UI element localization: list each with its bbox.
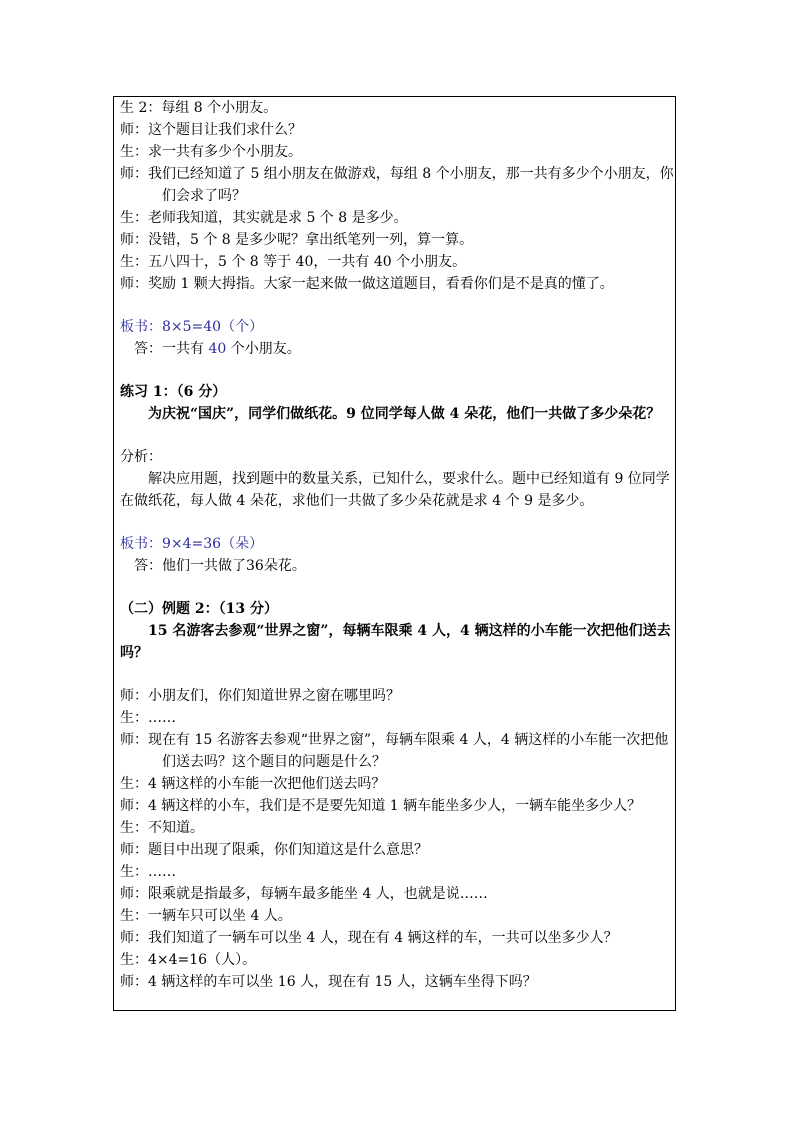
- board-writing-2: [120, 533, 680, 555]
- dialogue-line: 师：限乘就是指最多，每辆车最多能坐 4 人，也就是说……: [120, 886, 488, 902]
- dialogue-line: 师：4 辆这样的车可以坐 16 人，现在有 15 人，这辆车坐得下吗？: [120, 974, 537, 990]
- dialogue-line: 生：老师我知道，其实就是求 5 个 8 是多少。: [120, 210, 408, 226]
- dialogue-line: 生：4×4=16（人）。: [120, 952, 257, 968]
- dialogue-line: 师：奖励 1 颗大拇指。大家一起来做一做这道题目，看看你们是不是真的懂了。: [120, 276, 614, 292]
- board-writing-1: [120, 316, 680, 338]
- analysis-label: 分析：: [120, 449, 162, 465]
- dialogue-line: 生：求一共有多少个小朋友。: [120, 144, 302, 160]
- spacer: [120, 425, 680, 446]
- board-formula: 9×4=36（朵）: [162, 536, 264, 552]
- answer-number: 40: [208, 341, 227, 357]
- dialogue-line: 师：我们知道了一辆车可以坐 4 人，现在有 4 辆这样的车，一共可以坐多少人？: [120, 930, 618, 946]
- exercise-1-title: 练习 1：（6 分）: [120, 384, 227, 400]
- spacer: [120, 360, 680, 381]
- dialogue-line: 生：不知道。: [120, 820, 204, 836]
- example-2-title: （二）例题 2：（13 分）: [120, 601, 278, 617]
- lesson-content: [114, 97, 680, 993]
- dialogue-line: 生：一辆车只可以坐 4 人。: [120, 908, 292, 924]
- board-answer-1: [120, 338, 680, 360]
- dialogue-line: 生：五八四十，5 个 8 等于 40，一共有 40 个小朋友。: [120, 254, 467, 270]
- exercise-1-problem: 为庆祝“国庆”，同学们做纸花。9 位同学每人做 4 朵花，他们一共做了多少朵花？: [148, 406, 661, 422]
- dialogue-line: 师：现在有 15 名游客去参观“世界之窗”，每辆车限乘 4 人，4 辆这样的小车能一次把他们送去吗？这个题目的问题是什么？: [120, 732, 669, 770]
- lesson-table-cell: [113, 96, 676, 1011]
- spacer: [120, 512, 680, 533]
- dialogue-line: 生 2：每组 8 个小朋友。: [120, 100, 278, 116]
- dialogue-line: 生：……: [120, 864, 176, 880]
- spacer: [120, 664, 680, 685]
- spacer: [120, 577, 680, 598]
- analysis-text: 解决应用题，找到题中的数量关系，已知什么，要求什么。题中已经知道有 9 位同学在做纸花，每人做 4 朵花，求他们一共做了多少朵花就是求 4 个 9 是多少。: [120, 471, 670, 509]
- spacer: [120, 295, 680, 316]
- example-2-problem: 15 名游客去参观“世界之窗”，每辆车限乘 4 人，4 辆这样的小车能一次把他们送去吗？: [120, 623, 671, 661]
- dialogue-line: 生：4 辆这样的小车能一次把他们送去吗？: [120, 776, 386, 792]
- board-formula: 8×5=40（个）: [162, 319, 264, 335]
- answer-suffix: 个小朋友。: [226, 341, 301, 357]
- answer-prefix: 答：一共有: [134, 341, 209, 357]
- dialogue-line: 师：4 辆这样的小车，我们是不是要先知道 1 辆车能坐多少人，一辆车能坐多少人？: [120, 798, 642, 814]
- dialogue-line: 师：这个题目让我们求什么？: [120, 122, 302, 138]
- dialogue-line: 师：我们已经知道了 5 组小朋友在做游戏，每组 8 个小朋友，那一共有多少个小朋友，你们会求了吗？: [120, 166, 674, 204]
- board-prefix: 板书：: [120, 319, 162, 335]
- dialogue-line: 师：没错，5 个 8 是多少呢？拿出纸笔列一列，算一算。: [120, 232, 474, 248]
- board-prefix: 板书：: [120, 536, 162, 552]
- board-answer-2: 答：他们一共做了36朵花。: [134, 558, 306, 574]
- dialogue-line: 师：题目中出现了限乘，你们知道这是什么意思？: [120, 842, 428, 858]
- dialogue-line: 师：小朋友们，你们知道世界之窗在哪里吗？: [120, 688, 400, 704]
- dialogue-line: 生：……: [120, 710, 176, 726]
